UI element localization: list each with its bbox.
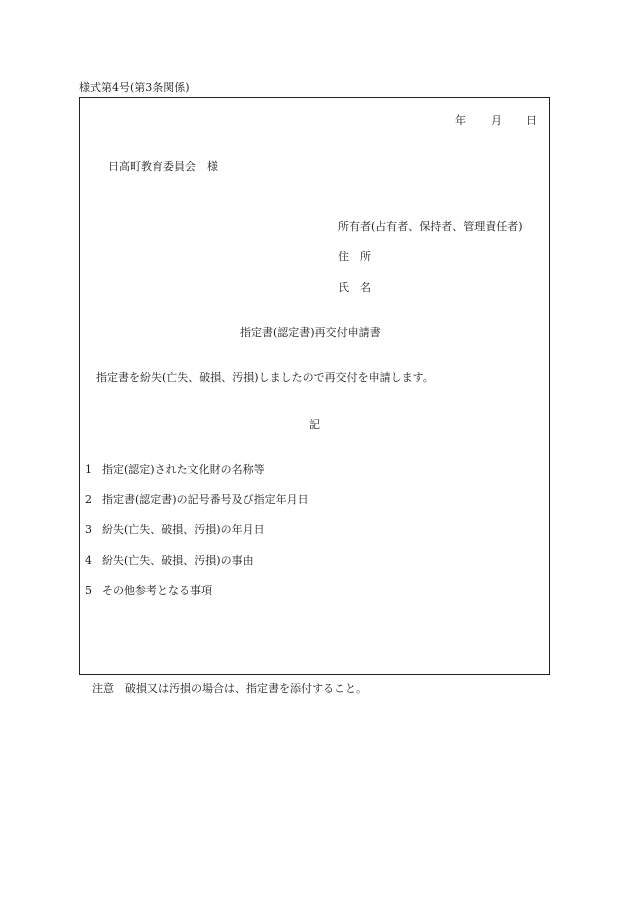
item-number: 4 <box>85 554 92 567</box>
item-number: 2 <box>85 493 92 506</box>
item-text: 指定書(認定書)の記号番号及び指定年月日 <box>102 493 309 506</box>
item-number: 1 <box>85 463 92 476</box>
item-text: その他参考となる事項 <box>102 584 212 597</box>
item-number: 5 <box>85 584 92 597</box>
name-label: 氏 名 <box>338 281 371 294</box>
owner-label: 所有者(占有者、保持者、管理責任者) <box>338 220 523 233</box>
attachment-note: 注意 破損又は汚損の場合は、指定書を添付すること。 <box>92 682 367 695</box>
request-statement: 指定書を紛失(亡失、破損、汚損)しましたので再交付を申請します。 <box>96 371 434 384</box>
item-text: 紛失(亡失、破損、汚損)の事由 <box>102 554 254 567</box>
item-text: 指定(認定)された文化財の名称等 <box>102 463 265 476</box>
date-month-label: 月 <box>491 114 502 127</box>
addressee: 日高町教育委員会 様 <box>108 160 218 173</box>
document-title: 指定書(認定書)再交付申請書 <box>240 326 381 339</box>
ki-heading: 記 <box>309 418 320 431</box>
address-label: 住 所 <box>338 250 371 263</box>
form-number-label: 様式第4号(第3条関係) <box>79 81 190 94</box>
item-text: 紛失(亡失、破損、汚損)の年月日 <box>102 523 265 536</box>
date-year-label: 年 <box>455 114 466 127</box>
item-number: 3 <box>85 523 92 536</box>
date-day-label: 日 <box>526 114 537 127</box>
